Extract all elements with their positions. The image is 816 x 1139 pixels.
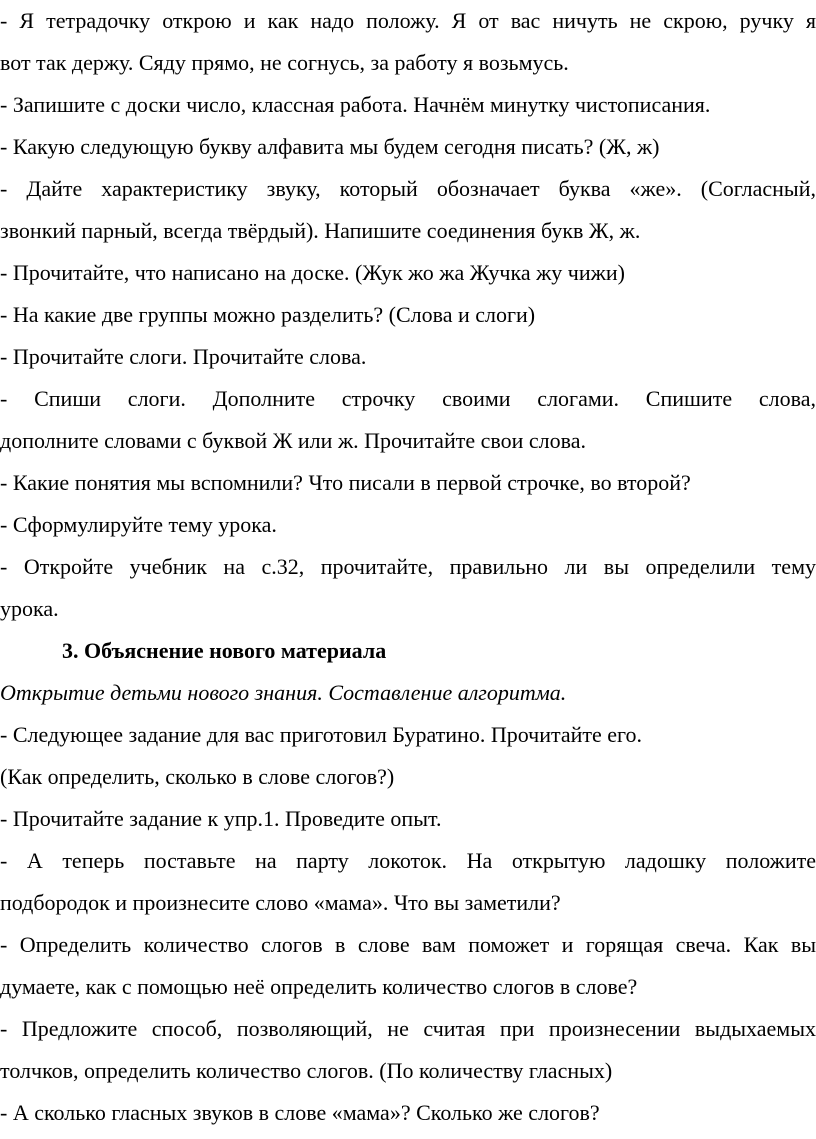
text-line: - Прочитайте задание к упр.1. Проведите опыт. (0, 806, 442, 831)
text-line: - Откройте учебник на с.32, прочитайте, правильно ли вы определили тему (0, 554, 816, 579)
text-line: думаете, как с помощью неё определить количество слогов в слове? (0, 974, 638, 999)
text-line: - Сформулируйте тему урока. (0, 512, 277, 537)
text-line: - На какие две группы можно разделить? (Слова и слоги) (0, 302, 536, 327)
text-line: - Спиши слоги. Дополните строчку своими слогами. Спишите слова, (0, 386, 816, 411)
text-line: - Я тетрадочку открою и как надо положу. Я от вас ничуть не скрою, ручку я (0, 8, 816, 33)
text-line: - Дайте характеристику звуку, который обозначает буква «же». (Согласный, (0, 176, 816, 201)
text-line: - Запишите с доски число, классная работа. Начнём минутку чистописания. (0, 92, 711, 117)
text-line: толчков, определить количество слогов. (По количеству гласных) (0, 1058, 613, 1083)
text-line: звонкий парный, всегда твёрдый). Напишите соединения букв Ж, ж. (0, 218, 641, 243)
text-line: подбородок и произнесите слово «мама». Что вы заметили? (0, 890, 561, 915)
text-line: урока. (0, 596, 59, 621)
text-line: - А теперь поставьте на парту локоток. На открытую ладошку положите (0, 848, 816, 873)
text-line: - Какие понятия мы вспомнили? Что писали в первой строчке, во второй? (0, 470, 691, 495)
text-line: - Прочитайте, что написано на доске. (Жук жо жа Жучка жу чижи) (0, 260, 625, 285)
text-line: - Следующее задание для вас приготовил Буратино. Прочитайте его. (0, 722, 643, 747)
text-line: дополните словами с буквой Ж или ж. Прочитайте свои слова. (0, 428, 586, 453)
text-line: - Прочитайте слоги. Прочитайте слова. (0, 344, 367, 369)
section-subtitle: Открытие детьми нового знания. Составление алгоритма. (0, 680, 567, 705)
text-line: - А сколько гласных звуков в слове «мама»? Сколько же слогов? (0, 1100, 600, 1125)
section-heading: 3. Объяснение нового материала (62, 638, 387, 663)
text-line: вот так держу. Сяду прямо, не согнусь, за работу я возьмусь. (0, 50, 569, 75)
text-line: (Как определить, сколько в слове слогов?) (0, 764, 395, 789)
text-line: - Какую следующую букву алфавита мы будем сегодня писать? (Ж, ж) (0, 134, 660, 159)
text-line: - Предложите способ, позволяющий, не считая при произнесении выдыхаемых (0, 1016, 816, 1041)
text-line: - Определить количество слогов в слове вам поможет и горящая свеча. Как вы (0, 932, 816, 957)
